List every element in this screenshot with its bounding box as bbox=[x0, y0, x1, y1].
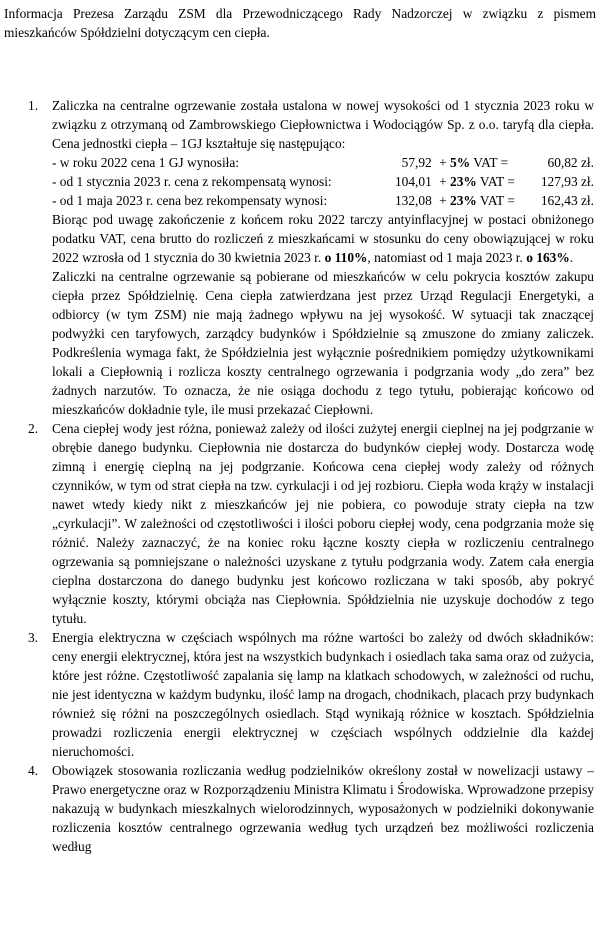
vat-label: VAT = bbox=[476, 174, 515, 189]
summary-text: . bbox=[569, 250, 574, 265]
item-number: 2. bbox=[28, 421, 39, 436]
item-1-summary bbox=[52, 210, 594, 267]
vat-label: VAT = bbox=[470, 155, 509, 170]
item-4-text: Obowiązek stosowania rozliczania według podzielników określony został w nowelizacji ustawy – Prawo energetyczne oraz w Rozporządzeniu Ministra Klimatu i Środowiska. Wprowadzone przepisy nakazują w budynkach mieszkalnych wielorodzinnych, wyposażonych w podzielniki dokonywanie rozliczenia kosztów centralnego ogrzewania według tych urządzeń bez możliwości rozliczenia według bbox=[52, 763, 594, 854]
price-amount: 132,08 bbox=[394, 193, 432, 208]
item-2-text: Cena ciepłej wody jest różna, ponieważ zależy od ilości zużytej energii cieplnej na jej podgrzanie w obrębie danego budynku. Ciepłownia nie dostarcza do budynków ciepłej wody. Dostarcza wodę zimną i energię cieplną na jej podgrzanie. Końcowa cena ciepłej wody zależy od różnych czynników, w tym od strat ciepła na tzw. cyrkulacji i od jej rozbioru. Ciepła woda krąży w instalacji nawet wtedy kiedy nikt z mieszkańców jej nie pobiera, co powoduje straty ciepła na tzw „cyrkulacji”. W zależności od częstotliwości i ilości poboru ciepłej wody, cena podgrzania może się różnić. Należy zaznaczyć, że na koniec roku łączne koszty ciepła w rozliczeniu centralnego ogrzewania są pomniejszane o należności uzyskane z tytułu podgrzania wody. Zatem cała energia cieplna dostarczona do danego budynku jest końcowo rozliczana w taki sposób, aby pokryć wyłącznie koszty, którymi obciąża nas Ciepłownia. Spółdzielnia nie uzyskuje dochodów z tego tytułu. bbox=[52, 421, 594, 626]
list-item-3 bbox=[0, 628, 600, 761]
list-item-2 bbox=[0, 419, 600, 628]
item-1-paragraph-2: Zaliczki na centralne ogrzewanie są pobierane od mieszkańców w celu pokrycia kosztów zakupu ciepła przez Spółdzielnię. Cena ciepła zatwierdzana jest przez Urząd Regulacji Energetyki, a odbiorcy (w tym ZSM) nie mają żadnego wpływu na jej wysokość. W sytuacji tak znaczącej podwyżki cen taryfowych, zarządcy budynków i Spółdzielnie są zmuszone do zmiany zaliczek. Podkreślenia wymaga fakt, że Spółdzielnia jest wyłącznie pośrednikiem pomiędzy użytkownikami lokali a Ciepłownią i rozlicza koszty centralnego ogrzewania i podgrzania wody „do zera” bez żadnych narzutów. To oznacza, że nie osiąga dochodu z tego tytułu, pobierając końcowo od mieszkańców dokładnie tyle, ile musi przekazać Ciepłowni. bbox=[52, 269, 594, 417]
price-vat: + 23% VAT = bbox=[435, 174, 515, 189]
price-vat: + 23% VAT = bbox=[435, 193, 515, 208]
price-total: 60,82 zł. bbox=[547, 155, 594, 170]
price-total: 162,43 zł. bbox=[540, 193, 594, 208]
price-vat: + 5% VAT = bbox=[435, 155, 509, 170]
price-amount: 57,92 bbox=[401, 155, 432, 170]
price-total: 127,93 zł. bbox=[540, 174, 594, 189]
item-1-intro: Zaliczka na centralne ogrzewanie została ustalona w nowej wysokości od 1 stycznia 2023 roku w związku z otrzymaną od Zambrowskiego Ciepłownictwa i Wodociągów Sp. z o.o. taryfą dla ciepła. Cena jednostki ciepła – 1GJ kształtuje się następująco: bbox=[52, 98, 594, 151]
price-label: - od 1 stycznia 2023 r. cena z rekompensatą wynosi: bbox=[52, 174, 332, 189]
increase-may: o 163% bbox=[526, 250, 570, 265]
item-number: 4. bbox=[28, 763, 39, 778]
price-label: - od 1 maja 2023 r. cena bez rekompensaty wynosi: bbox=[52, 193, 328, 208]
increase-jan: o 110% bbox=[324, 250, 368, 265]
summary-text: Biorąc pod uwagę zakończenie z końcem roku 2022 tarczy antyinflacyjnej w postaci obniżonego podatku VAT, cena brutto do rozliczeń z mieszkańcami w stosunku do ceny obowiązującej w roku 2022 wzrosła od 1 stycznia do 30 kwietnia 2023 r. bbox=[52, 212, 594, 265]
list-item-4 bbox=[0, 761, 600, 856]
vat-rate: 23% bbox=[450, 174, 477, 189]
vat-rate: 5% bbox=[450, 155, 471, 170]
vat-rate: 23% bbox=[450, 193, 477, 208]
price-label: - w roku 2022 cena 1 GJ wynosiła: bbox=[52, 155, 240, 170]
item-number: 3. bbox=[28, 630, 39, 645]
document-title: Informacja Prezesa Zarządu ZSM dla Przewodniczącego Rady Nadzorczej w związku z pismem mieszkańców Spółdzielni dotyczącym cen ciepła. bbox=[4, 6, 596, 40]
numbered-list bbox=[0, 96, 600, 856]
price-amount: 104,01 bbox=[394, 174, 432, 189]
price-row-may-2023 bbox=[52, 191, 594, 210]
vat-label: VAT = bbox=[476, 193, 515, 208]
price-row-2022 bbox=[52, 153, 594, 172]
list-item-1 bbox=[0, 96, 600, 419]
item-3-text: Energia elektryczna w częściach wspólnych ma różne wartości bo zależy od dwóch składników: ceny energii elektrycznej, która jest na wszystkich budynkach i osiedlach taka sama oraz od zużycia, które jest różne. Częstotliwość zapalania się lamp na klatkach schodowych, w zależności od ruchu, nie jest identyczna w każdym budynku, ilość lamp na drogach, chodnikach, placach przy budynkach również się różni na poszczególnych osiedlach. Stąd wynikają różnice w kosztach. Spółdzielnia prowadzi rozliczenia energii elektrycznej w częściach wspólnych oddzielnie dla każdej nieruchomości. bbox=[52, 630, 594, 759]
price-row-jan-2023 bbox=[52, 172, 594, 191]
item-number: 1. bbox=[28, 98, 39, 113]
summary-text: , natomiast od 1 maja 2023 r. bbox=[367, 250, 523, 265]
